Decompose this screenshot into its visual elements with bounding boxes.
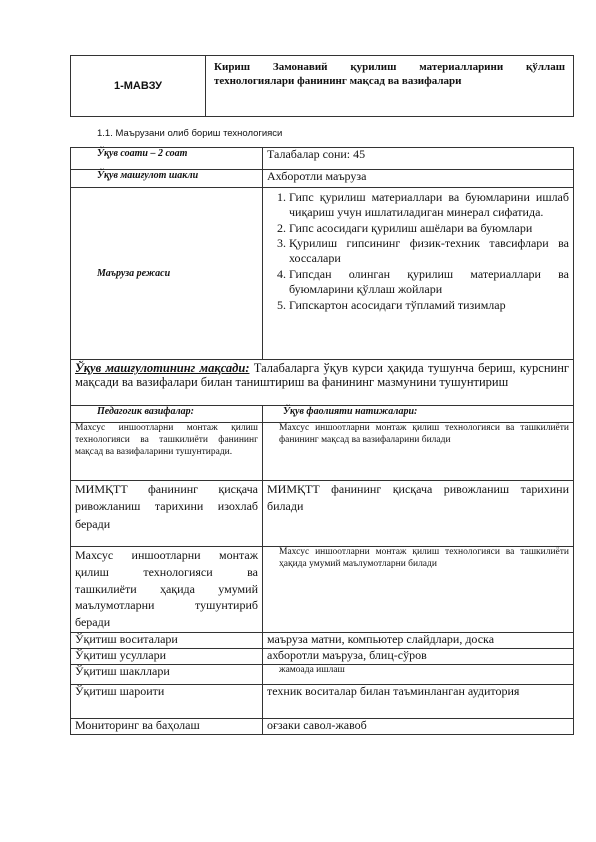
lesson-goal <box>71 360 574 406</box>
topic-title: Кириш Замонавий қурилиш материалларини қўллаш технологиялари фанининг мақсад ва вазифалари <box>206 56 574 117</box>
lecture-plan-label: Маъруза режаси <box>71 188 263 360</box>
teaching-means-value: маъруза матни, компьютер слайдлари, доска <box>263 633 574 649</box>
learning-results-header: Ўқув фаолияти натижалари: <box>263 406 574 423</box>
class-form-value: Ахборотли маъруза <box>263 170 574 188</box>
task-1: Махсус иншоотларни монтаж қилиш технологияси ва ташкилиёти фанининг мақсад ва вазифаларини тушунтиради. <box>71 423 263 481</box>
lecture-plan-cell <box>263 188 574 360</box>
result-2: МИМҚТТ фанининг қисқача ривожланиш тарихини билади <box>263 481 574 547</box>
teaching-conditions-label: Ўқитиш шароити <box>71 685 263 719</box>
plan-item: 4. Гипсдан олинган қурилиш материаллари ва буюмларини қўллаш жойлари <box>289 267 569 298</box>
teaching-conditions-value: техник воситалар билан таъминланган аудитория <box>263 685 574 719</box>
plan-item: 3. Қурилиш гипсининг физик-техник тавсифлари ва хоссалари <box>289 236 569 267</box>
pedagogical-tasks-header: Педагогик вазифалар: <box>71 406 263 423</box>
teaching-forms-label: Ўқитиш шакллари <box>71 665 263 685</box>
plan-item: 1. Гипс қурилиш материаллари ва буюмларини ишлаб чиқариш учун ишлатиладиган минерал сифатида. <box>289 190 569 221</box>
topic-number: 1-МАВЗУ <box>71 56 206 117</box>
result-1: Махсус иншоотларни монтаж қилиш технологияси ва ташкилиёти фанининг мақсад ва вазифаларини билади <box>263 423 574 481</box>
plan-item: 2. Гипс асосидаги қурилиш ашёлари ва буюмлари <box>289 221 569 236</box>
study-hours-label: Ўқув соати – 2 соат <box>71 148 263 170</box>
lesson-goal-label: Ўқув машғулотининг мақсади: <box>75 361 250 375</box>
lecture-plan-list <box>267 190 569 313</box>
section-heading: 1.1. Маърузани олиб бориш технологияси <box>97 128 283 139</box>
class-form-label: Ўқув машғулот шакли <box>71 170 263 188</box>
monitoring-label: Мониторинг ва баҳолаш <box>71 719 263 735</box>
teaching-forms-value: жамоада ишлаш <box>263 665 574 685</box>
teaching-methods-value: ахборотли маъруза, блиц-сўров <box>263 649 574 665</box>
lecture-technology-table <box>70 147 574 735</box>
monitoring-value: оғзаки савол-жавоб <box>263 719 574 735</box>
teaching-means-label: Ўқитиш воситалари <box>71 633 263 649</box>
topic-header-table <box>70 55 574 117</box>
result-3: Махсус иншоотларни монтаж қилиш технологияси ва ташкилиёти ҳақида умумий маълумотларни билади <box>263 547 574 633</box>
students-count: Талабалар сони: 45 <box>263 148 574 170</box>
task-3: Махсус иншоотларни монтаж қилиш технологияси ва ташкилиёти ҳақида умумий маълумотларни тушунтириб беради <box>71 547 263 633</box>
teaching-methods-label: Ўқитиш усуллари <box>71 649 263 665</box>
lesson-goal-text: Талабаларга ўқув курси ҳақида тушунча бериш, курснинг мақсади ва вазифалари билан таништириш ва фанининг мазмунини тушунтириш <box>75 361 570 390</box>
plan-item: 5. Гипскартон асосидаги тўпламий тизимлар <box>289 298 569 313</box>
task-2: МИМҚТТ фанининг қисқача ривожланиш тарихини изохлаб беради <box>71 481 263 547</box>
